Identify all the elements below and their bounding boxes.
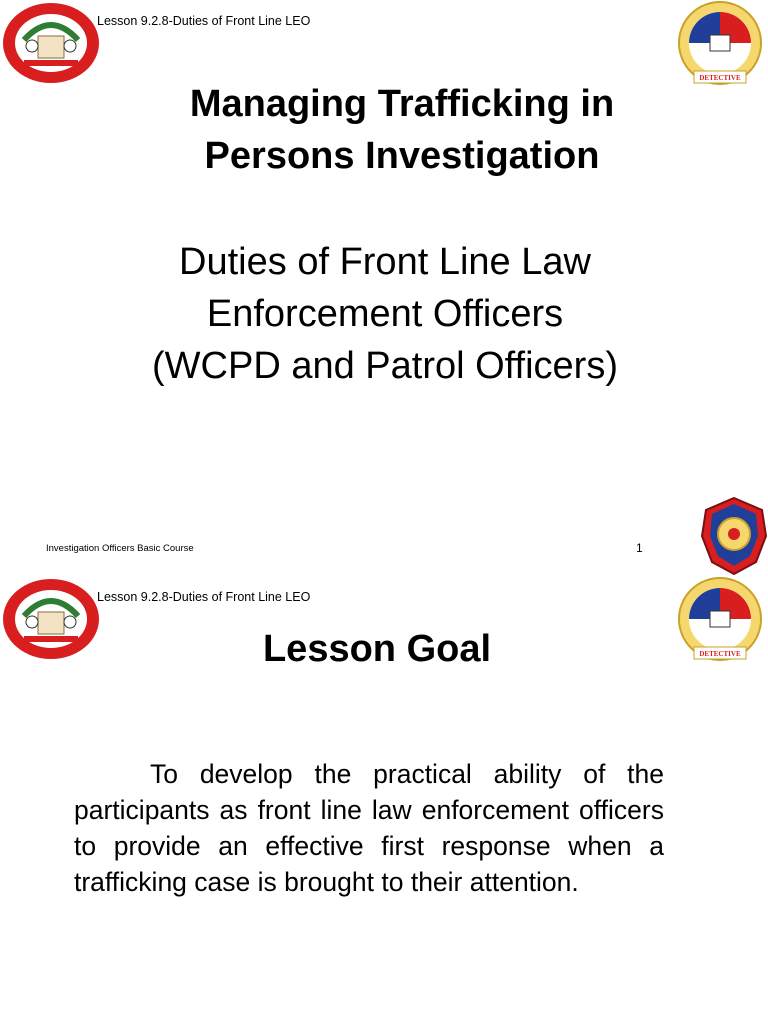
subtitle-line-3: (WCPD and Patrol Officers) <box>152 345 618 387</box>
title-line-2: Persons Investigation <box>204 135 600 177</box>
detective-label: DETECTIVE <box>699 650 741 658</box>
slide-2 <box>0 576 768 1024</box>
page-number: 1 <box>636 541 643 555</box>
lesson-header: Lesson 9.2.8-Duties of Front Line LEO <box>97 14 311 28</box>
subtitle-line-2: Enforcement Officers <box>206 293 564 335</box>
left-seal-logo <box>2 2 100 84</box>
right-detective-logo <box>674 1 766 87</box>
subtitle <box>70 236 700 392</box>
lesson-header: Lesson 9.2.8-Duties of Front Line LEO <box>97 590 311 604</box>
detective-label: DETECTIVE <box>699 74 741 82</box>
subtitle-line-1: Duties of Front Line Law <box>179 241 591 283</box>
title-line-1: Managing Trafficking in <box>189 83 615 125</box>
main-title <box>90 78 714 182</box>
pnp-badge-icon <box>700 496 768 576</box>
lesson-goal-title: Lesson Goal <box>262 628 492 670</box>
lesson-goal-body: To develop the practical ability of the participants as front line law enforcement officers to provide an effective first response when a trafficking case is brought to their attention. <box>74 759 664 897</box>
footer-course: Investigation Officers Basic Course <box>46 543 194 554</box>
